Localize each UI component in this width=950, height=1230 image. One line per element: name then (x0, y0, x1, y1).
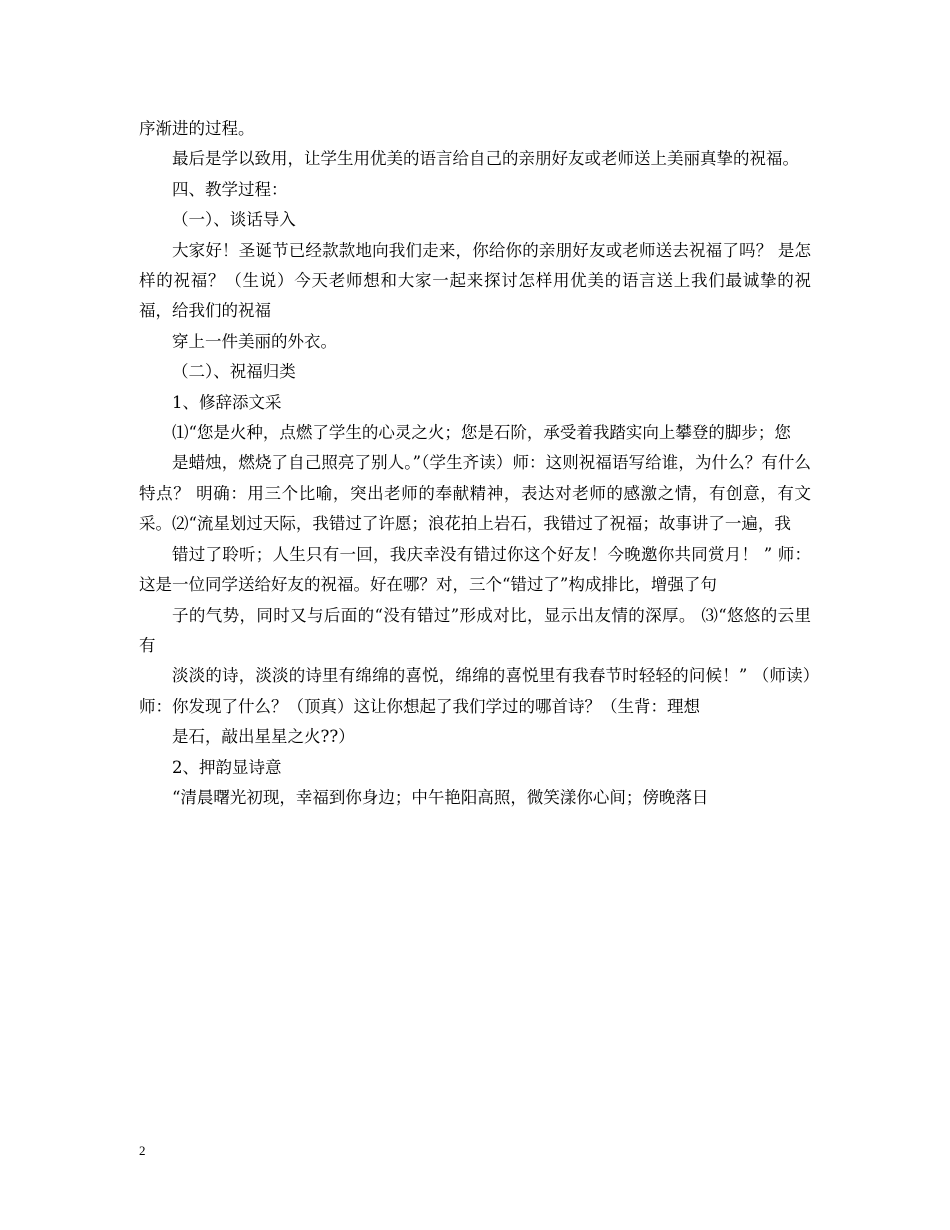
paragraph: 是蜡烛，燃烧了自己照亮了别人。”（学生齐读）师：这则祝福语写给谁，为什么？有什么特点？ 明确：用三个比喻，突出老师的奉献精神，表达对老师的感激之情，有创意，有文采。⑵“流星划过天际，我错过了许愿；浪花拍上岩石，我错过了祝福；故事讲了一遍，我 (139, 453, 811, 534)
paragraph: 穿上一件美丽的外衣。 (172, 331, 337, 351)
paragraph: 子的气势，同时又与后面的“没有错过”形成对比，显示出友情的深厚。 ⑶“悠悠的云里有 (139, 605, 811, 655)
paragraph: “清晨曙光初现，幸福到你身边；中午艳阳高照，微笑漾你心间；傍晚落日 (172, 787, 709, 807)
list-heading: 2、押韵显诗意 (172, 757, 282, 777)
paragraph: ⑴“您是火种，点燃了学生的心灵之火；您是石阶，承受着我踏实向上攀登的脚步；您 (172, 423, 791, 443)
paragraph: 错过了聆听；人生只有一回，我庆幸没有错过你这个好友！今晚邀你共同赏月！ ” 师：这是一位同学送给好友的祝福。好在哪？对，三个“错过了”构成排比，增强了句 (139, 544, 811, 595)
paragraph: 大家好！圣诞节已经款款地向我们走来，你给你的亲朋好友或老师送去祝福了吗？ 是怎样的祝福？（生说）今天老师想和大家一起来探讨怎样用优美的语言送上我们最诚挚的祝福，给我们的祝福 (139, 240, 811, 321)
list-heading: 1、修辞添文采 (172, 392, 282, 412)
page-number: 2 (139, 1143, 146, 1158)
document-body (139, 114, 811, 813)
subsection-heading: （一）、谈话导入 (172, 210, 296, 230)
subsection-heading: （二）、祝福归类 (172, 362, 296, 382)
paragraph: 淡淡的诗，淡淡的诗里有绵绵的喜悦，绵绵的喜悦里有我春节时轻轻的问候！” （师读）师：你发现了什么？（顶真）这让你想起了我们学过的哪首诗？（生背：理想 (139, 666, 811, 716)
section-heading: 四、教学过程： (172, 179, 288, 199)
paragraph: 最后是学以致用，让学生用优美的语言给自己的亲朋好友或老师送上美丽真挚的祝福。 (172, 149, 799, 169)
paragraph: 是石，敲出星星之火??） (172, 727, 355, 747)
paragraph: 序渐进的过程。 (139, 119, 255, 138)
